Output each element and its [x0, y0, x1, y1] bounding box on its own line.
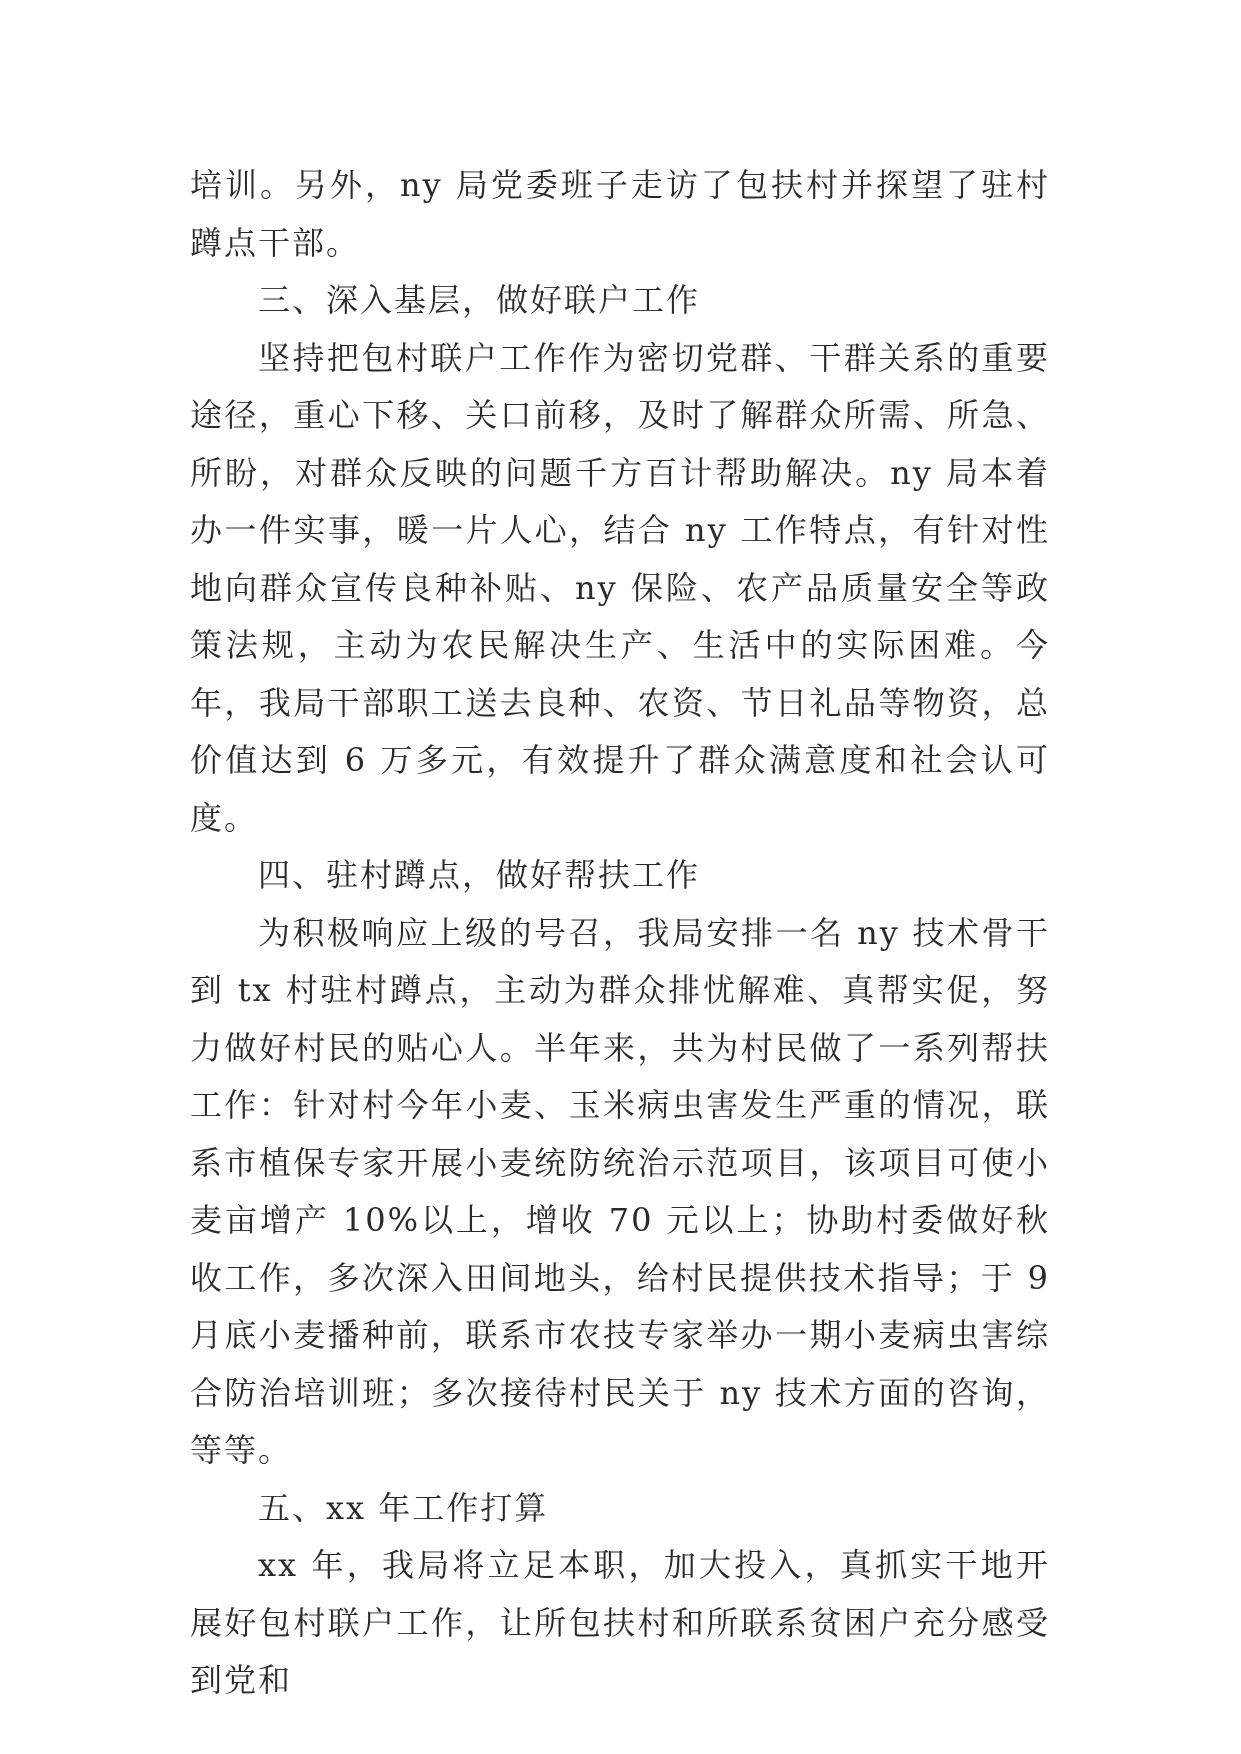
paragraph-section-3: 坚持把包村联户工作作为密切党群、干群关系的重要途径，重心下移、关口前移，及时了解群众所需、所急、所盼，对群众反映的问题千方百计帮助解决。ny 局本着办一件实事，暖一片人心，结合 ny 工作特点，有针对性地向群众宣传良种补贴、ny 保险、农产品质量安全等政策法规，主动为农民解决生产、生活中的实际困难。今年，我局干部职工送去良种、农资、节日礼品等物资，总价值达到 6 万多元，有效提升了群众满意度和社会认可度。: [190, 338, 1050, 837]
section-heading-4: 四、驻村蹲点，做好帮扶工作: [258, 856, 701, 894]
document-body: [190, 157, 1050, 1710]
paragraph-section-4: 为积极响应上级的号召，我局安排一名 ny 技术骨干到 tx 村驻村蹲点，主动为群众排忧解难、真帮实促，努力做好村民的贴心人。半年来，共为村民做了一系列帮扶工作：针对村今年小麦、玉米病虫害发生严重的情况，联系市植保专家开展小麦统防统治示范项目，该项目可使小麦亩增产 10%以上，增收 70 元以上；协助村委做好秋收工作，多次深入田间地头，给村民提供技术指导；于 9 月底小麦播种前，联系市农技专家举办一期小麦病虫害综合防治培训班；多次接待村民关于 ny 技术方面的咨询，等等。: [190, 913, 1050, 1469]
paragraph-continuation: 培训。另外，ny 局党委班子走访了包扶村并探望了驻村蹲点干部。: [190, 166, 1050, 262]
section-heading-3: 三、深入基层，做好联户工作: [258, 281, 701, 319]
section-heading-5: 五、xx 年工作打算: [258, 1488, 549, 1527]
paragraph-section-5: xx 年，我局将立足本职，加大投入，真抓实干地开展好包村联户工作，让所包扶村和所联系贫困户充分感受到党和: [190, 1546, 1050, 1699]
